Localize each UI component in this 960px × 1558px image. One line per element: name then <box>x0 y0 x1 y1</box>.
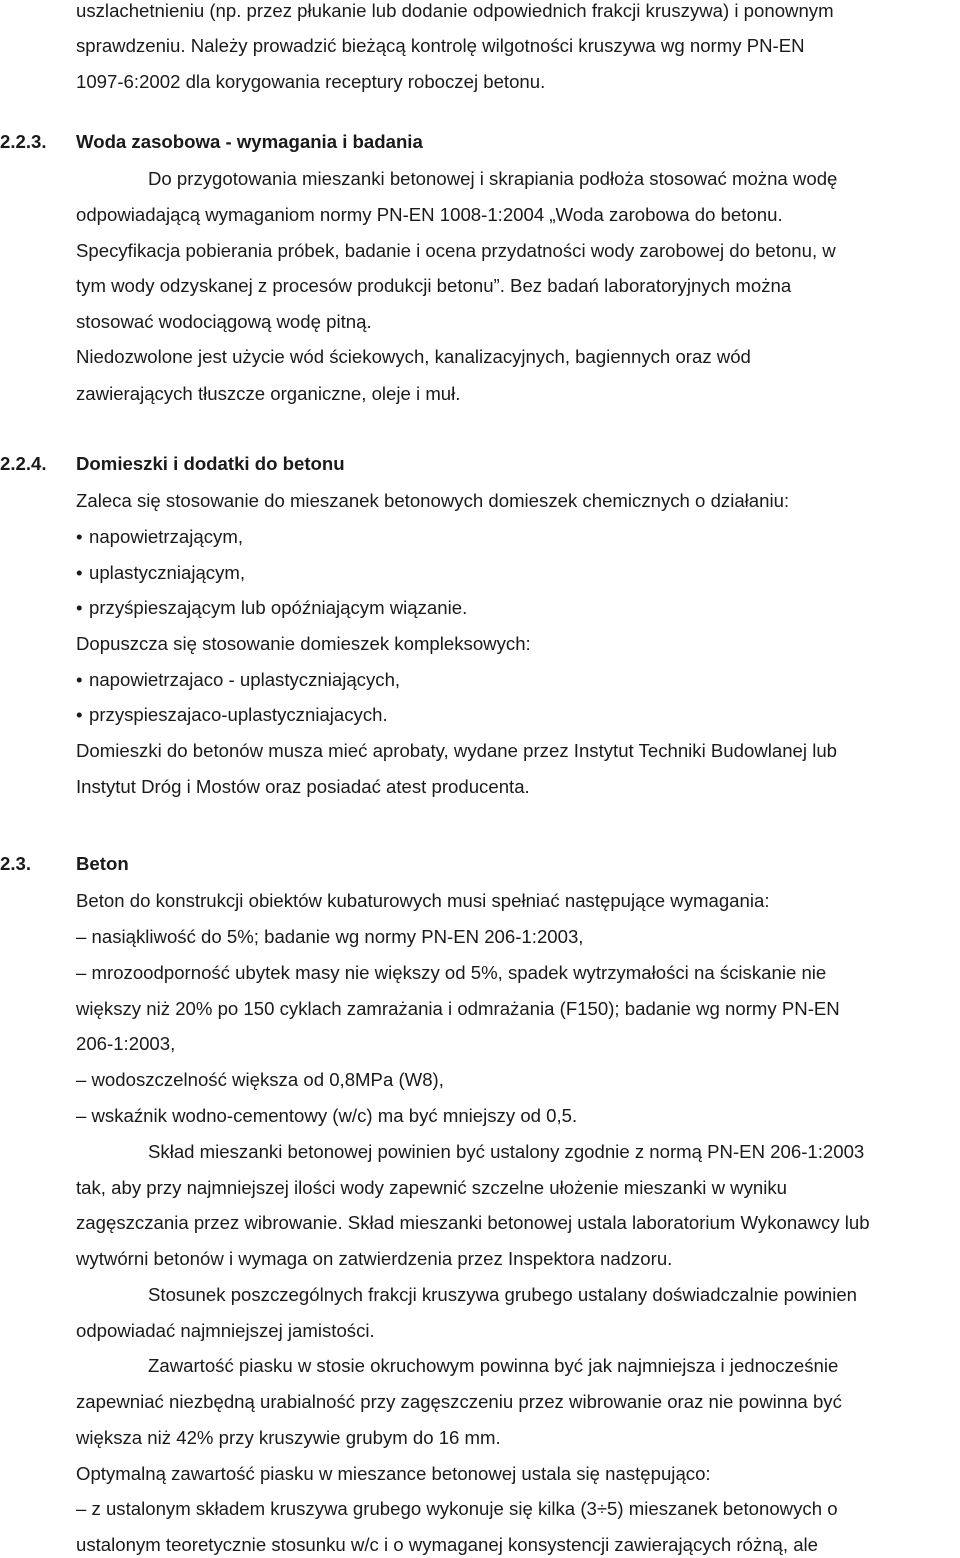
list-item: napowietrzajaco - uplastyczniających, <box>89 669 401 690</box>
text-line: – mrozoodporność ubytek masy nie większy od 5%, spadek wytrzymałości na ściskanie nie <box>76 962 827 983</box>
section-heading: Domieszki i dodatki do betonu <box>76 453 345 474</box>
text-line: ustalonym teoretycznie stosunku w/c i o wymaganej konsystencji zawierających różną, ale <box>76 1534 819 1555</box>
text-line: Niedozwolone jest użycie wód ściekowych, kanalizacyjnych, bagiennych oraz wód <box>76 346 751 367</box>
text-line: 206-1:2003, <box>76 1033 176 1054</box>
text-line: zapewniać niezbędną urabialność przy zagęszczeniu przez wibrowanie oraz nie powinna być <box>76 1391 842 1412</box>
section-heading: Beton <box>76 853 129 874</box>
text-line: wytwórni betonów i wymaga on zatwierdzenia przez Inspektora nadzoru. <box>76 1248 673 1269</box>
list-item: przyspieszajaco-uplastyczniajacych. <box>89 704 388 725</box>
text-line: odpowiadać najmniejszej jamistości. <box>76 1320 375 1341</box>
text-line: Zawartość piasku w stosie okruchowym powinna być jak najmniejsza i jednocześnie <box>148 1355 839 1376</box>
text-line: odpowiadającą wymaganiom normy PN-EN 1008-1:2004 „Woda zarobowa do betonu. <box>76 204 783 225</box>
list-item: napowietrzającym, <box>89 526 243 547</box>
text-line: Do przygotowania mieszanki betonowej i skrapiania podłoża stosować można wodę <box>148 168 838 189</box>
text-line: zawierających tłuszcze organiczne, oleje i muł. <box>76 383 461 404</box>
text-line: 1097-6:2002 dla korygowania receptury roboczej betonu. <box>76 71 546 92</box>
section-heading: Woda zasobowa - wymagania i badania <box>76 131 423 152</box>
text-line: Instytut Dróg i Mostów oraz posiadać atest producenta. <box>76 776 530 797</box>
text-line: Domieszki do betonów musza mieć aprobaty, wydane przez Instytut Techniki Budowlanej lub <box>76 740 838 761</box>
section-number: 2.3. <box>0 853 32 874</box>
text-line: Zaleca się stosowanie do mieszanek betonowych domieszek chemicznych o działaniu: <box>76 490 790 511</box>
text-line: Specyfikacja pobierania próbek, badanie i ocena przydatności wody zarobowej do betonu, w <box>76 240 836 261</box>
section-number: 2.2.4. <box>0 453 47 474</box>
text-line: Stosunek poszczególnych frakcji kruszywa grubego ustalany doświadczalnie powinien <box>148 1284 858 1305</box>
text-line: stosować wodociągową wodę pitną. <box>76 311 372 332</box>
text-line: – wskaźnik wodno-cementowy (w/c) ma być mniejszy od 0,5. <box>76 1105 578 1126</box>
list-item: uplastyczniającym, <box>89 562 246 583</box>
text-line: sprawdzeniu. Należy prowadzić bieżącą kontrolę wilgotności kruszywa wg normy PN-EN <box>76 35 805 56</box>
bullet-icon: • <box>76 597 83 618</box>
section-number: 2.2.3. <box>0 131 47 152</box>
text-line: większa niż 42% przy kruszywie grubym do 16 mm. <box>76 1427 501 1448</box>
text-line: – z ustalonym składem kruszywa grubego wykonuje się kilka (3÷5) mieszanek betonowych o <box>76 1498 838 1519</box>
text-line: większy niż 20% po 150 cyklach zamrażania i odmrażania (F150); badanie wg normy PN-EN <box>76 998 840 1019</box>
text-line: tak, aby przy najmniejszej ilości wody zapewnić szczelne ułożenie mieszanki w wyniku <box>76 1177 787 1198</box>
text-line: Skład mieszanki betonowej powinien być ustalony zgodnie z normą PN-EN 206-1:2003 <box>148 1141 865 1162</box>
text-line: uszlachetnieniu (np. przez płukanie lub dodanie odpowiednich frakcji kruszywa) i ponownym <box>76 0 834 21</box>
bullet-icon: • <box>76 669 83 690</box>
bullet-icon: • <box>76 526 83 547</box>
bullet-icon: • <box>76 704 83 725</box>
text-line: zagęszczania przez wibrowanie. Skład mieszanki betonowej ustala laboratorium Wykonawcy lub <box>76 1212 870 1233</box>
bullet-icon: • <box>76 562 83 583</box>
text-line: – nasiąkliwość do 5%; badanie wg normy PN-EN 206-1:2003, <box>76 926 584 947</box>
text-line: Beton do konstrukcji obiektów kubaturowych musi spełniać następujące wymagania: <box>76 890 770 911</box>
text-line: Dopuszcza się stosowanie domieszek kompleksowych: <box>76 633 531 654</box>
text-line: – wodoszczelność większa od 0,8MPa (W8), <box>76 1069 444 1090</box>
text-line: Optymalną zawartość piasku w mieszance betonowej ustala się następująco: <box>76 1463 711 1484</box>
text-line: tym wody odzyskanej z procesów produkcji betonu”. Bez badań laboratoryjnych można <box>76 275 792 296</box>
list-item: przyśpieszającym lub opóźniającym wiązanie. <box>89 597 468 618</box>
